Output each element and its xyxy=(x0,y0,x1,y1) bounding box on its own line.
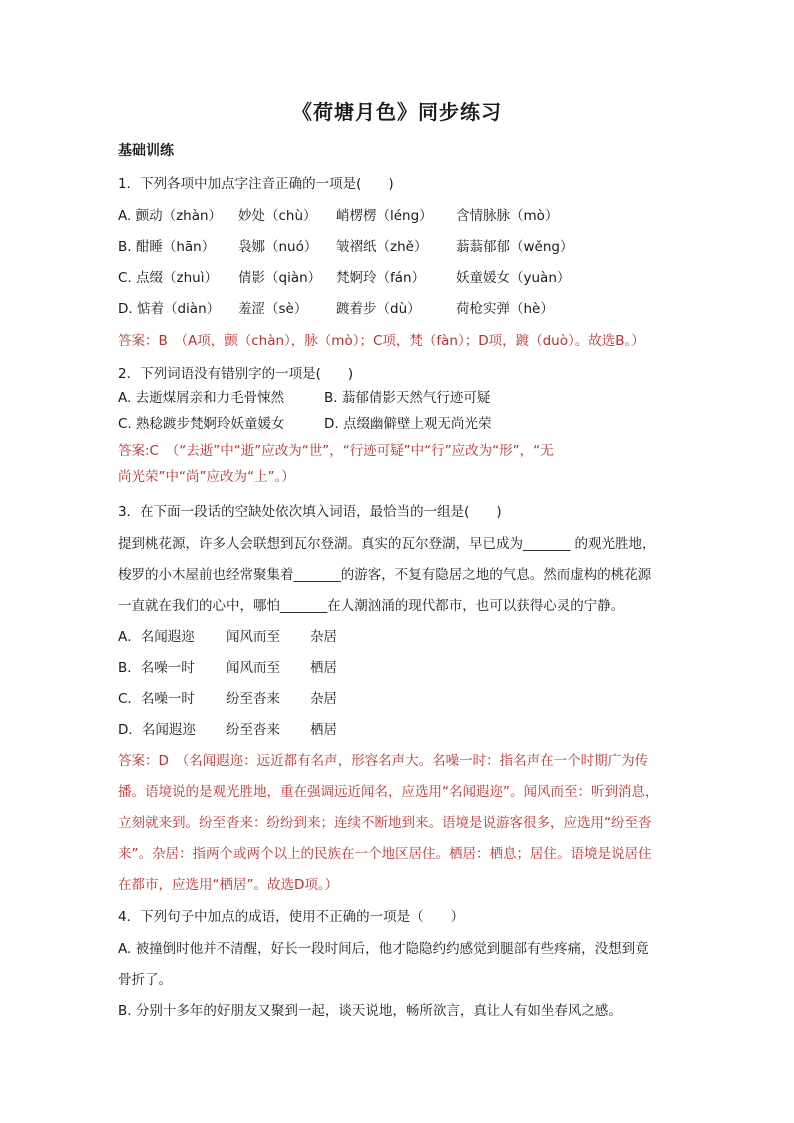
option-term: 纷至沓来 xyxy=(226,722,280,738)
question-3-passage-line: 一直就在我们的心中，哪怕_______在人潮汹涌的现代都市，也可以获得心灵的宁静。 xyxy=(118,598,625,614)
option-term: 闻风而至 xyxy=(226,660,280,676)
question-1-stem: 1．下列各项中加点字注音正确的一项是( ) xyxy=(118,176,394,192)
section-heading: 基础训练 xyxy=(118,143,174,159)
page-title: 《荷塘月色》同步练习 xyxy=(292,100,502,124)
option-term: 杂居 xyxy=(310,629,337,645)
question-3-answer-line: 在都市，应选用“栖居”。故选D项。） xyxy=(118,877,339,893)
option-term: 袅娜（nuó） xyxy=(238,239,318,255)
option-term: 羞涩（sè） xyxy=(238,301,308,317)
question-3-passage-line: 提到桃花源，许多人会联想到瓦尔登湖。真实的瓦尔登湖，早已成为_______ 的观光胜地， xyxy=(118,536,656,552)
question-3-stem: 3．在下面一段话的空缺处依次填入词语，最恰当的一组是( ) xyxy=(118,504,502,520)
question-2-answer-line-1: 答案:C （“去逝”中“逝”应改为“世”，“行迹可疑”中“行”应改为“形”，“无 xyxy=(118,443,554,459)
option-term: 荷枪实弹（hè） xyxy=(456,301,554,317)
option-term: C．名噪一时 xyxy=(118,691,195,707)
option-term: 倩影（qiàn） xyxy=(238,270,322,286)
question-4-option-b: B. 分别十多年的好朋友又聚到一起，谈天说地，畅所欲言，真让人有如坐春风之感。 xyxy=(118,1003,622,1019)
option-term: 踱着步（dù） xyxy=(336,301,421,317)
option-term: C. 熟稔踱步梵婀玲妖童媛女 xyxy=(118,416,285,432)
option-term: 妙处（chù） xyxy=(238,208,317,224)
option-term: 蓊蓊郁郁（wěng） xyxy=(456,239,574,255)
question-1-answer: 答案：B （A项，颤（chàn），脉（mò）；C项，梵（fàn）；D项，踱（duò）。故选B。） xyxy=(118,333,645,349)
question-4-stem: 4．下列句子中加点的成语，使用不正确的一项是（ ） xyxy=(118,909,465,925)
question-3-answer-line: 来”。杂居：指两个或两个以上的民族在一个地区居住。栖居：栖息；居住。语境是说居住 xyxy=(118,846,652,862)
option-term: 峭楞楞（léng） xyxy=(336,208,433,224)
option-term: D. 点缀幽僻壁上观无尚光荣 xyxy=(324,416,492,432)
option-term: A．名闻遐迩 xyxy=(118,629,195,645)
question-4-option-a-line-1: A. 被撞倒时他并不清醒，好长一段时间后，他才隐隐约约感觉到腿部有些疼痛，没想到竟 xyxy=(118,941,649,957)
question-3-answer-line: 答案：D （名闻遐迩：远近都有名声，形容名声大。名噪一时：指名声在一个时期广为传 xyxy=(118,753,649,769)
option-term: D．名闻遐迩 xyxy=(118,722,196,738)
option-term: A. 去逝煤屑亲和力毛骨悚然 xyxy=(118,390,285,406)
option-term: 含情脉脉（mò） xyxy=(456,208,559,224)
option-term: 梵婀玲（fán） xyxy=(336,270,426,286)
question-2-answer-line-2: 尚光荣”中“尚”应改为“上”。） xyxy=(118,469,295,485)
option-term: 杂居 xyxy=(310,691,337,707)
option-term: 栖居 xyxy=(310,660,337,676)
option-term: A. 颤动（zhàn） xyxy=(118,208,223,224)
question-3-passage-line: 梭罗的小木屋前也经常聚集着_______的游客，不复有隐居之地的气息。然而虚构的桃花源 xyxy=(118,567,652,583)
option-term: B．名噪一时 xyxy=(118,660,195,676)
option-term: 纷至沓来 xyxy=(226,691,280,707)
option-term: C. 点缀（zhuì） xyxy=(118,270,218,286)
question-2-stem: 2．下列词语没有错别字的一项是( ) xyxy=(118,366,354,382)
question-3-answer-line: 播。语境说的是观光胜地，重在强调远近闻名，应选用“名闻遐迩”。闻风而至：听到消息， xyxy=(118,784,659,800)
option-term: B. 蓊郁倩影天然气行迹可疑 xyxy=(324,390,491,406)
question-3-answer-line: 立刻就来到。纷至沓来：纷纷到来；连续不断地到来。语境是说游客很多，应选用“纷至沓 xyxy=(118,815,652,831)
option-term: D. 惦着（diàn） xyxy=(118,301,221,317)
option-term: 妖童媛女（yuàn） xyxy=(456,270,571,286)
option-term: 皱褶纸（zhě） xyxy=(336,239,428,255)
option-term: 闻风而至 xyxy=(226,629,280,645)
option-term: B. 酣睡（hān） xyxy=(118,239,216,255)
question-4-option-a-line-2: 骨折了。 xyxy=(118,972,172,988)
option-term: 栖居 xyxy=(310,722,337,738)
